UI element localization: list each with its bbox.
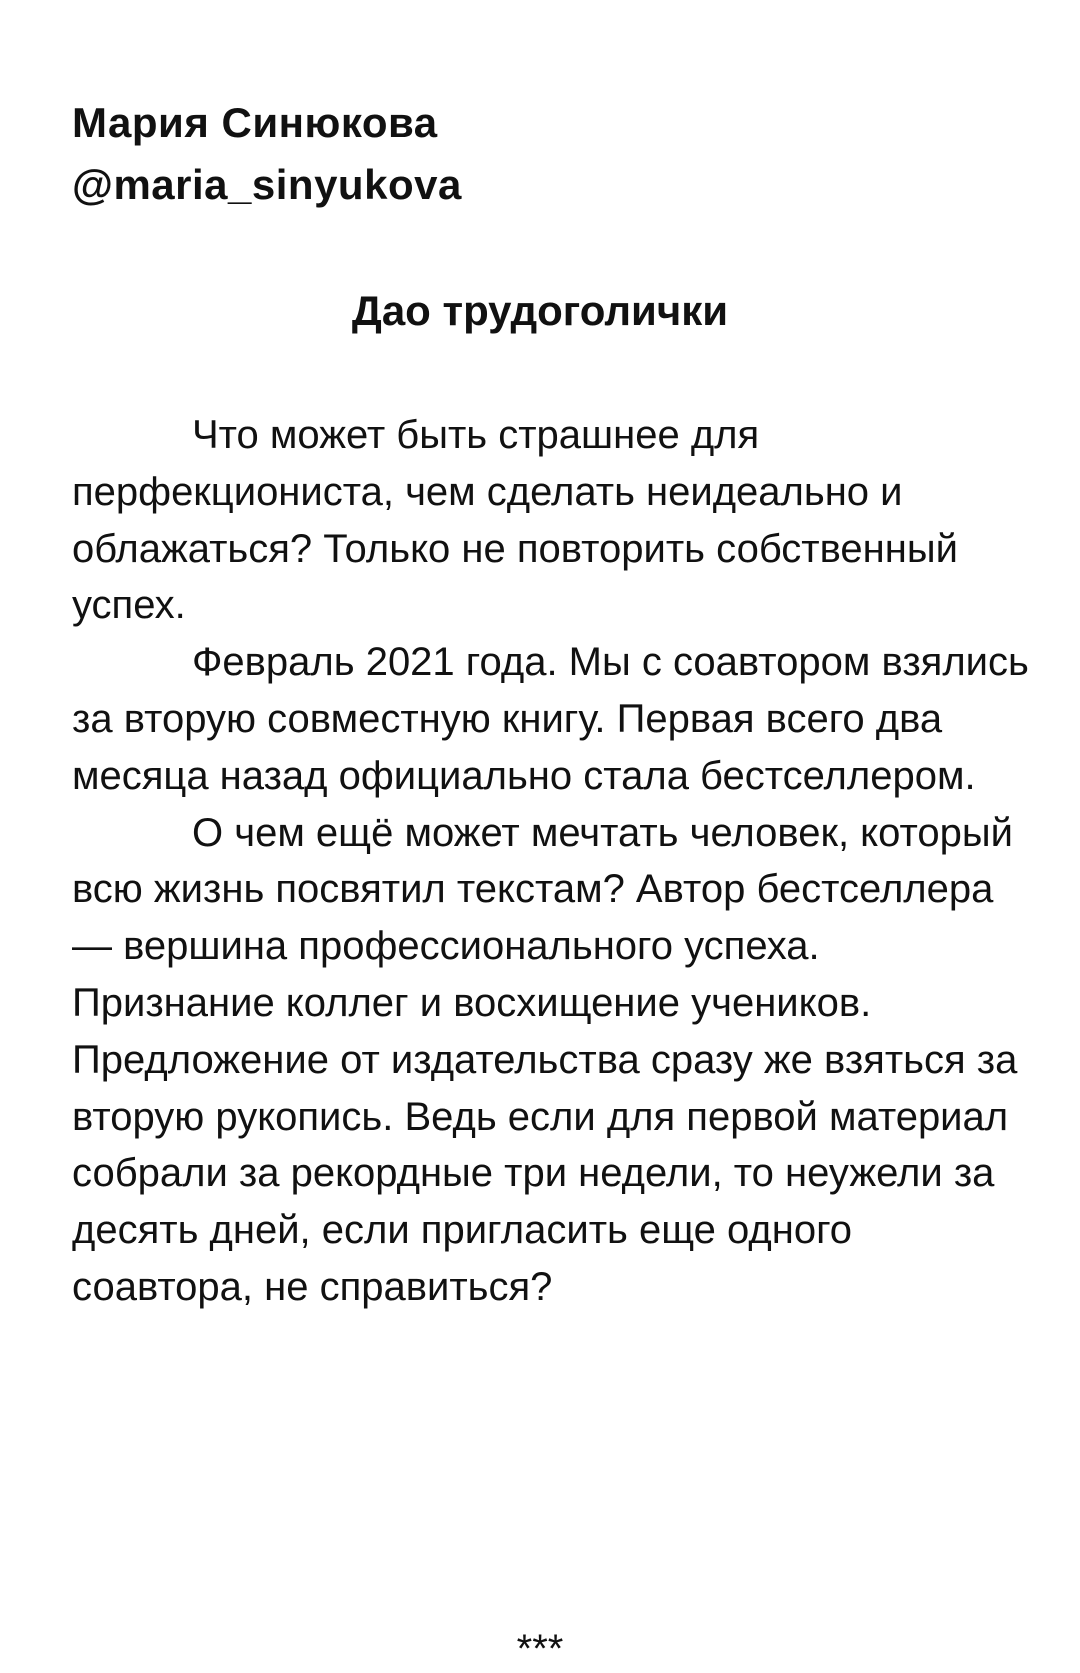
author-block — [72, 92, 462, 216]
document-title: Дао трудоголички — [351, 287, 729, 334]
section-separator: *** — [516, 1627, 564, 1671]
author-name: Мария Синюкова — [72, 99, 438, 146]
document-body — [72, 407, 1032, 1316]
paragraph-2: Февраль 2021 года. Мы с соавтором взялись за вторую совместную книгу. Первая всего два месяца назад официально стала бестселлером. — [72, 640, 1029, 798]
author-handle: @maria_sinyukova — [72, 161, 462, 208]
paragraph-1: Что может быть страшнее для перфекциониста, чем сделать неидеально и облажаться? Только не повторить собственный успех. — [72, 413, 958, 628]
paragraph-3: О чем ещё может мечтать человек, который всю жизнь посвятил текстам? Автор бестселлера — вершина профессионального успеха. Признание коллег и восхищение учеников. Предложение от издательства сразу же взяться за вторую рукопись. Ведь если для первой материал собрали за рекордные три недели, то неужели за десять дней, если пригласить еще одного соавтора, не справиться? — [72, 810, 1018, 1309]
